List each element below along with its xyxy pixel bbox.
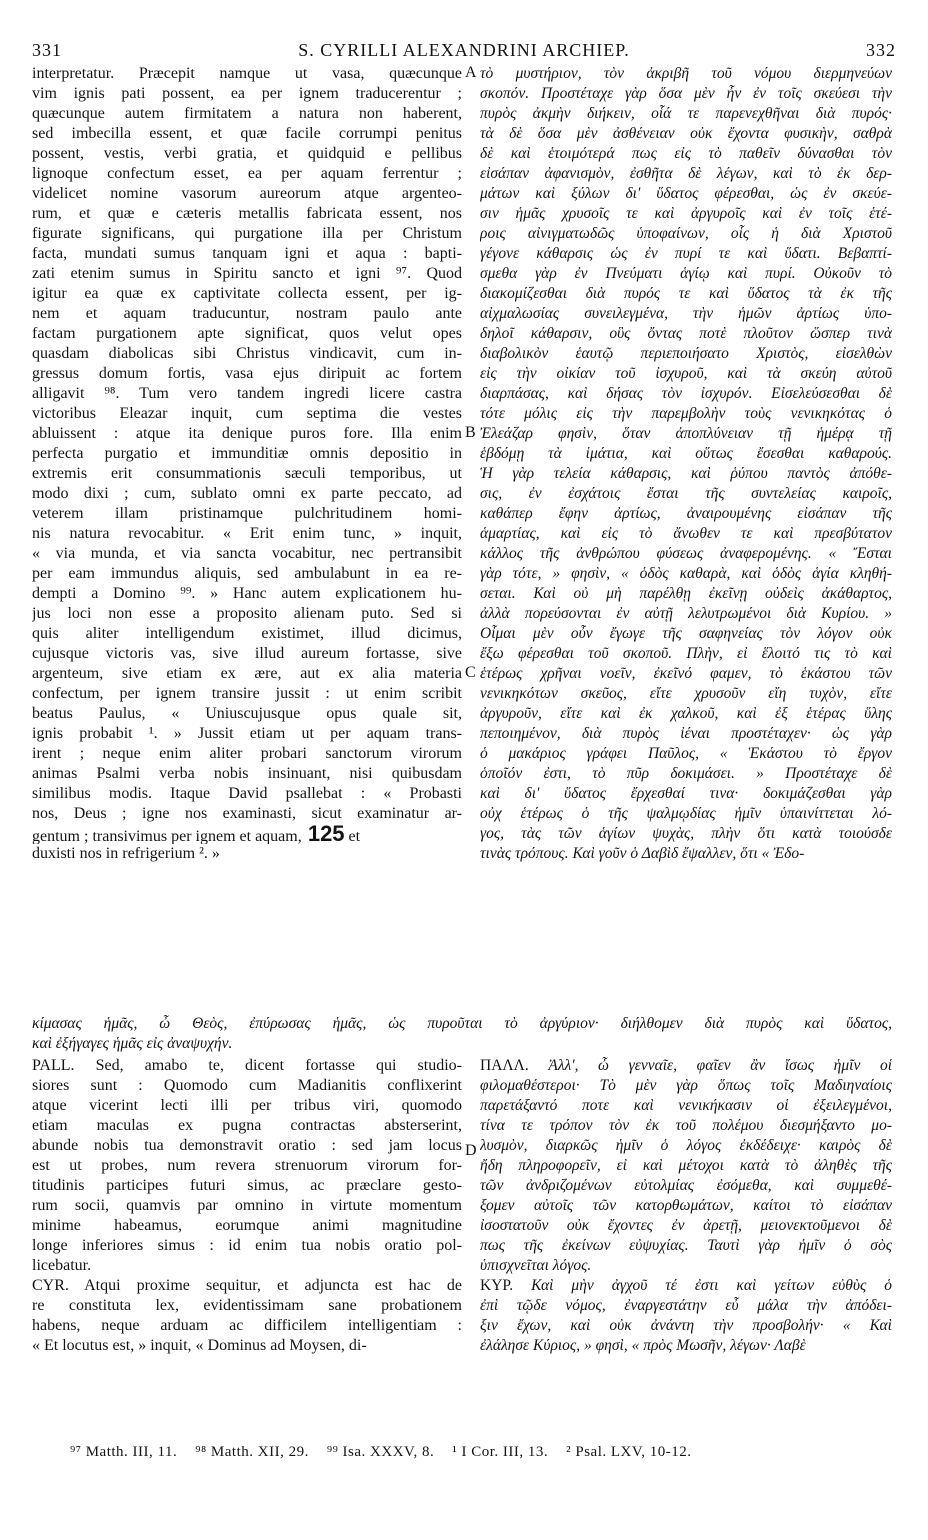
greek-text-line: παρετάξαντό ποτε καὶ νενικήκασιν οἱ ἐξειλεγμένοι, (480, 1097, 892, 1114)
text-line: alligavit ⁹⁸. Tum vero tandem ingredi licere castra (32, 385, 462, 402)
footnote: ¹ I Cor. III, 13. (452, 1444, 549, 1460)
greek-text-line: ροις αἰνιγματωδῶς ὑποφαίνων, οἷς ἡ διὰ Χριστοῦ (480, 225, 892, 242)
text-line: duxisti nos in refrigerium ². » (32, 845, 220, 862)
text-line: habens, neque arduam ac difficilem intelligentiam : (32, 1317, 462, 1334)
footnote: ⁹⁹ Isa. XXXV, 8. (326, 1444, 435, 1460)
greek-text-line: ἀλλὰ πορεύσονται ἐν αὐτῇ λελυτρωμένοι διὰ Κυρίου. » (480, 605, 892, 622)
text-line: extremis erit consummationis sæculi temporibus, ut (32, 465, 462, 482)
greek-text-line: διαρπάσας, καὶ δήσας τὸν ἰσχυρόν. Εἰσελεύσεσθαι δὲ (480, 385, 892, 402)
text-line: zati etenim sumus in Spiritu sancto et igni ⁹⁷. Quod (32, 265, 462, 282)
text-line: quis aliter intelligendum existimet, illud dicimus, (32, 625, 462, 642)
text-line: veterem illam pristinamque pulchritudinem homi- (32, 505, 462, 522)
greek-column-top (480, 64, 892, 864)
text-line: PALL. Sed, amabo te, dicent fortasse qui studio- (32, 1057, 462, 1074)
greek-text-line: κάλλος τῆς ἀνθρώπου φύσεως ἀναφερομένης. « Ἔσται (480, 545, 892, 562)
greek-text-line: ἑτέρως χρῆναι νοεῖν, ἐκεῖνό φαμεν, τὸ ἑκάστου τῶν (480, 665, 892, 682)
greek-text-line: δηλοῖ κάθαρσιν, οὓς ὄντας ποτὲ πλοῦτον ὥσπερ τινὰ (480, 325, 892, 342)
margin-marker-a: A (465, 64, 477, 81)
margin-marker-d: D (465, 1142, 477, 1159)
speaker-name: CYR. (32, 1277, 69, 1294)
text-line: minime habeamus, eorumque animi magnitudine (32, 1217, 462, 1234)
greek-text-line: ΚΥΡ. Καὶ μὴν ἀγχοῦ τέ ἐστι καὶ γείτων εὐθὺς ὁ (480, 1277, 892, 1294)
greek-text-line: ἤδη πληροφορεῖν, εἰ καὶ μέτοχοι κατὰ τὸ ἀληθὲς τῆς (480, 1157, 892, 1174)
text-line: sed imbecilla essent, et quæ facile corrumpi penitus (32, 125, 462, 142)
greek-text-line: λυσμὸν, διαρκῶς ἡμῖν ὁ λόγος ἐκδέδειχε· καιρὸς δὲ (480, 1137, 892, 1154)
greek-text-line: σις, ἐν ἐσχάτοις ἔσται τῆς συντελείας καιροῖς, (480, 485, 892, 502)
greek-text-line: Ἐλεάζαρ φησὶν, ὅταν ἀποπλύνειαν τῇ ἡμέρᾳ τῇ (480, 425, 892, 442)
greek-text-line: σεται. Καὶ οὐ μὴ παρέλθῃ ἐκεῖνῃ οὐδεὶς ἀκάθαρτος, (480, 585, 892, 602)
text-line: per eam immundus aliquis, sed ambulabunt in ea re- (32, 565, 462, 582)
text-line: gressus domum fortis, vasa ejus diripuit ac fortem (32, 365, 462, 382)
page-number-right: 332 (866, 40, 896, 60)
text-line: irent ; neque enim aliter probari sanctorum virorum (32, 745, 462, 762)
greek-text-line: ἀργυροῦν, εἴτε καὶ ἐκ χαλκοῦ, καὶ ἐξ ἑτέρας ὕλης (480, 705, 892, 722)
greek-text-line: τῶν ἀνδριζομένων εὐτολμίας ἐσόμεθα, καὶ συμμεθέ- (480, 1177, 892, 1194)
speaker-name: ΚΥΡ. (480, 1277, 514, 1294)
text-line: titudinis participes futuri simus, ac præclare gesto- (32, 1177, 462, 1194)
greek-text-line: πυρὸς ἀκμὴν διήκειν, οἷά τε παρενεχθῆναι διὰ πυρός· (480, 105, 892, 122)
text-line: « Et locutus est, » inquit, « Dominus ad Moysen, di- (32, 1337, 367, 1354)
greek-text-line: ἑβδόμῃ τὰ ἱμάτια, καὶ οὕτως ἔσεσθαι καθαρούς. (480, 445, 892, 462)
greek-text-line: Οἶμαι μὲν οὖν ἔγωγε τῆς σαφηνείας τὸν λόγον οὐκ (480, 625, 892, 642)
greek-text-line: σμεθα γὰρ ἐν Πνεύματι ἁγίῳ καὶ πυρί. Οὐκοῦν τὸ (480, 265, 892, 282)
text-line: facta, mundati sumus tanquam igni et aqua : bapti- (32, 245, 462, 262)
text-line: longe inferiores simus : id enim tua nobis oratio pol- (32, 1237, 462, 1254)
text-line: abluissent : atque ita denique puros fore. Illa enim (32, 425, 462, 442)
text-line: nis natura revocabitur. « Erit enim tunc, » inquit, (32, 525, 462, 542)
text-line: factam purgationem apte significat, quos velut opes (32, 325, 462, 342)
text-line: nem et aquam traducuntur, nostram paulo ante (32, 305, 462, 322)
text-line: rum socii, quamvis par omnino in virtute momentum (32, 1197, 462, 1214)
latin-column-bottom (32, 1056, 462, 1356)
latin-column-top (32, 64, 462, 864)
greek-text-line: ἁμαρτίας, καὶ εἰς τὸ ἄνωθεν τε καὶ πρεσβύτατον (480, 525, 892, 542)
greek-text-line: καθάπερ ἔφην ἀρτίως, ἀναιρουμένης εἰσάπαν τῆς (480, 505, 892, 522)
text-line: beatus Paulus, « Uniuscujusque opus quale sit, (32, 705, 462, 722)
footnote: ⁹⁸ Matth. XII, 29. (195, 1444, 309, 1460)
greek-text-line: ἰσοστατοῦν οὐκ ἔχοντες ἐν ἀρετῇ, μειονεκτοῦμενοι δὲ (480, 1217, 892, 1234)
page-number-left: 331 (32, 40, 62, 60)
greek-text-line: διακομίζεσθαι διὰ πυρός τε καὶ ὕδατος τὰ ἐκ τῆς (480, 285, 892, 302)
text-line: nos, Deus ; igne nos examinasti, sicut examinatur ar- (32, 805, 462, 822)
text-line: gentum ; transivimus per ignem et aquam, 125 et (32, 824, 462, 844)
page-header (32, 40, 896, 62)
greek-text-line: ἐπὶ τῷδε νόμος, ἐναργεστάτην εὖ μάλα τὴν ἀπόδει- (480, 1297, 892, 1314)
text-line: interpretatur. Præcepit namque ut vasa, quæcunque (32, 65, 462, 82)
text-line: perfecta purgatio et immunditiæ omnis depositio in (32, 445, 462, 462)
greek-text-line: σιν ἡμᾶς χρυσοῖς τε καὶ ἀργυροῖς καὶ ἐν τοῖς ἑτέ- (480, 205, 892, 222)
margin-marker-b: B (465, 424, 476, 441)
running-title: S. CYRILLI ALEXANDRINI ARCHIEP. (298, 40, 630, 60)
text-line: figurate significans, qui purgatione illa per Christum (32, 225, 462, 242)
greek-text-line: καὶ ἐξήγαγες ἡμᾶς εἰς ἀναψυχήν. (32, 1035, 233, 1052)
greek-text-line: τὰ δὲ ὅσα μὲν ἀσθένειαν οὐκ ἔχοντα φυσικὴν, σαθρὰ (480, 125, 892, 142)
greek-text-line: τίνα τε τρόπον τὸν ἐκ τοῦ πολέμου διεσμήξαντο μο- (480, 1117, 892, 1134)
greek-text-line: γος, τὰς τῶν ἁγίων ψυχὰς, πλὴν ὅτι κατὰ τοιούσδε (480, 825, 892, 842)
speaker-name: ΠΑΛΛ. (480, 1057, 529, 1074)
greek-text-line: διαβολικὸν ἑαυτῷ περιεποιήσατο Χριστὸς, εἰσελθὼν (480, 345, 892, 362)
text-line: « via munda, et via sancta vocabitur, nec pertransibit (32, 545, 462, 562)
text-line: vim ignis pati possent, ea per ignem traducerentur ; (32, 85, 462, 102)
text-line: jus loci non esse a proposito alienam puto. Sed si (32, 605, 462, 622)
text-line: ignis probabit ¹. » Jussit etiam ut per aquam trans- (32, 725, 462, 742)
text-line: siores sunt : Quomodo cum Madianitis conflixerint (32, 1077, 462, 1094)
text-line: modo dixi ; cum, sublato omni ex parte peccato, ad (32, 485, 462, 502)
text-line: quæcunque autem firmitatem a natura non haberent, (32, 105, 462, 122)
greek-text-line: καὶ δι' ὕδατος ἔρχεσθαί τινα· δοκιμάζεσθαι γὰρ (480, 785, 892, 802)
full-width-greek (32, 1014, 892, 1054)
text-line: confectum, per ignem transire jussit : ut enim scribit (32, 685, 462, 702)
text-line: re constituta lex, evidentissimam sane probationem (32, 1297, 462, 1314)
text-line: similibus modis. Itaque David psallebat : « Probasti (32, 785, 462, 802)
text-line: licebatur. (32, 1257, 92, 1274)
greek-text-line: τινὰς τρόπους. Καὶ γοῦν ὁ Δαβὶδ ἔψαλλεν, ὅτι « Ἐδο- (480, 845, 805, 862)
text-line: lignoque confectum esset, ea per aquam ferrentur ; (32, 165, 462, 182)
greek-text-line: οὐχ ἑτέρως ὁ τῆς ψαλμῳδίας ἡμῖν ὑπαινίττεται λό- (480, 805, 892, 822)
greek-text-line: δὲ καὶ ἑτοιμότερά πως εἰς τὸ παθεῖν δύνασθαι τὸν (480, 145, 892, 162)
text-line: victoribus Eleazar inquit, cum septima die vestes (32, 405, 462, 422)
text-line: cujusque victoris vas, sive illud aureum fortasse, sive (32, 645, 462, 662)
greek-text-line: ΠΑΛΛ. Ἀλλ', ὦ γενναῖε, φαῖεν ἂν ἴσως ἡμῖν οἱ (480, 1057, 892, 1074)
text-line: quasdam diabolicas sibi Christus vindicavit, cum in- (32, 345, 462, 362)
footnotes (70, 1444, 890, 1461)
speaker-name: PALL. (32, 1057, 75, 1074)
greek-text-line: κίμασας ἡμᾶς, ὦ Θεὸς, ἐπύρωσας ἡμᾶς, ὡς πυροῦται τὸ ἀργύριον· διήλθομεν διὰ πυρὸς καὶ ὕδατος, (32, 1015, 892, 1032)
footnote: ² Psal. LXV, 10-12. (566, 1444, 692, 1460)
greek-column-bottom (480, 1056, 892, 1356)
greek-text-line: ὁ μακάριος γράφει Παῦλος, « Ἑκάστου τὸ ἔργον (480, 745, 892, 762)
text-fragment: et (344, 828, 361, 844)
greek-text-line: ὑπισχνεῖται λόγος. (480, 1257, 592, 1274)
text-line: atque vicerint lecti illi per tribus viri, quomodo (32, 1097, 462, 1114)
column-number: 125 (301, 824, 345, 844)
greek-text-line: μάτων καὶ ξύλων δι' ὕδατος φέρεσθαι, ὡς ἐν σκεύε- (480, 185, 892, 202)
text-line: etiam maculas ex pugna contractas absterserint, (32, 1117, 462, 1134)
greek-text-line: ξιν ἔχων, καὶ οὐκ ἀνάντη τὴν προσβολήν· « Καὶ (480, 1317, 892, 1334)
greek-text-line: ἔξω φέρεσθαι τοῦ σκοποῦ. Πλὴν, εἰ ἕλοιτό τις τὸ καὶ (480, 645, 892, 662)
greek-text-line: τὸ μυστήριον, τὸν ἀκριβῆ τοῦ νόμου διερμηνεύων (480, 65, 892, 82)
text-line: rum, et quæ e cæteris metallis fabricata essent, nos (32, 205, 462, 222)
greek-text-line: αἰχμαλωσίας συνειλεγμένα, τὴν ἡμῶν ἀρτίως ὑπο- (480, 305, 892, 322)
text-line: CYR. Atqui proxime sequitur, et adjuncta est hac de (32, 1277, 462, 1294)
greek-text-line: ξομεν αὐτοῖς τῶν κατορθωμάτων, καίτοι τὸ εἰσάπαν (480, 1197, 892, 1214)
footnote: ⁹⁷ Matth. III, 11. (70, 1444, 178, 1460)
margin-marker-c: C (465, 664, 476, 681)
greek-text-line: εἰσάπαν ἀφανισμὸν, ἐσθῆτα δὲ λέγων, καὶ τὸ ἐκ δερ- (480, 165, 892, 182)
text-line: abunde nobis tua demonstravit oratio : sed jam locus (32, 1137, 462, 1154)
greek-text-line: ἐλάλησε Κύριος, » φησὶ, « πρὸς Μωσῆν, λέγων· Λαβὲ (480, 1337, 806, 1354)
greek-text-line: Ἡ γὰρ τελεία κάθαρσις, καὶ ῥύπου παντὸς ἀπόθε- (480, 465, 892, 482)
greek-text-line: ὁποῖόν ἐστι, τὸ πῦρ δοκιμάσει. » Προστέταχε δὲ (480, 765, 892, 782)
text-line: possent, vestis, verbi gratia, et quidquid e pellibus (32, 145, 462, 162)
text-line: dempti a Domino ⁹⁹. » Hanc autem explicationem hu- (32, 585, 462, 602)
greek-text-line: σκοπόν. Προστέταχε γὰρ ὅσα μὲν ἦν ἐν τοῖς σκεύεσι τὴν (480, 85, 892, 102)
greek-text-line: τότε μόλις εἰς τὴν παρεμβολὴν τοὺς νενικηκότας ὁ (480, 405, 892, 422)
text-line: argenteum, sive etiam ex ære, aut ex alia materia (32, 665, 462, 682)
greek-text-line: γὰρ τότε, » φησὶν, « ὁδὸς καθαρὰ, καὶ ὁδὸς ἁγία κληθή- (480, 565, 892, 582)
greek-text-line: νενικηκότων σκεῦος, εἴτε χρυσοῦν εἴη τυχὸν, εἴτε (480, 685, 892, 702)
greek-text-line: γέγονε κάθαρσις ὡς ἐν πυρί τε καὶ ὕδατι. Βεβαπτί- (480, 245, 892, 262)
text-line: animas Psalmi verba nobis insinuant, nisi quibusdam (32, 765, 462, 782)
greek-text-line: πεποιημένον, διὰ πυρὸς ἰέναι προστέταχεν· ὡς γὰρ (480, 725, 892, 742)
text-line: igitur ea quæ ex captivitate collecta essent, per ig- (32, 285, 462, 302)
text-line: est ut probes, num revera strenuorum virorum for- (32, 1157, 462, 1174)
greek-text-line: εἰς τὴν οἰκίαν τοῦ ἰσχυροῦ, καὶ τὰ σκεύη αὐτοῦ (480, 365, 892, 382)
text-line: videlicet nomine vasorum aureorum atque argenteo- (32, 185, 462, 202)
greek-text-line: πως τῆς ἐκείνων εὐψυχίας. Ταυτὶ γὰρ ἡμῖν ὁ σὸς (480, 1237, 892, 1254)
greek-text-line: φιλομαθέστεροι· Τὸ μὲν γὰρ ὅπως τοῖς Μαδιηναίοις (480, 1077, 892, 1094)
